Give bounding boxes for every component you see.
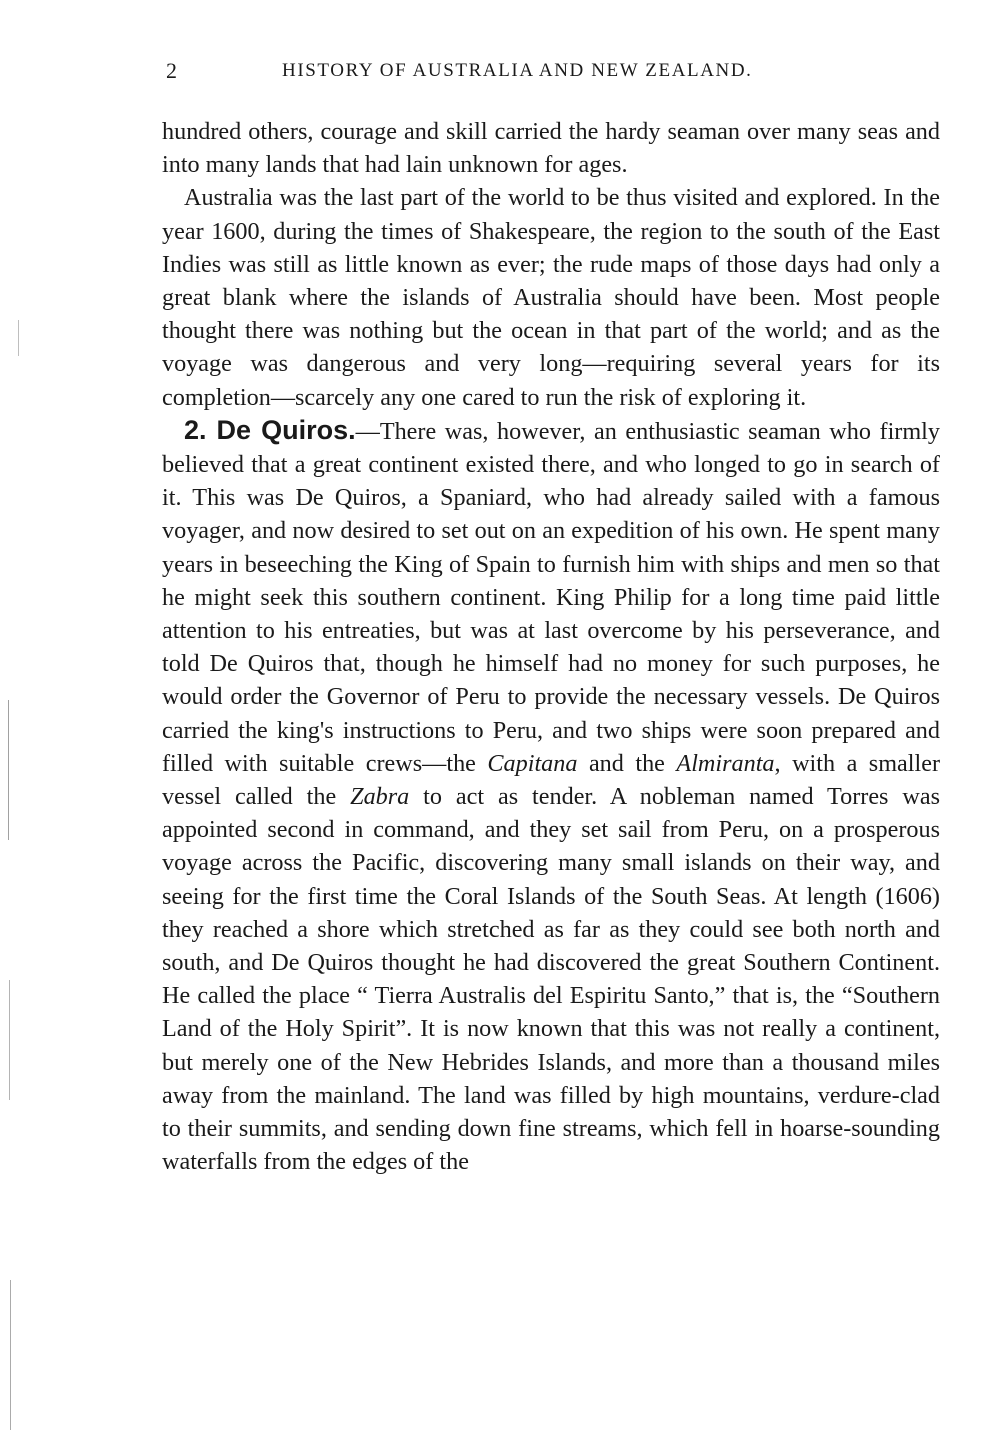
section-text-a: There was, however, an enthusiastic seaman who firmly believed that a great continent existed there, and who longed to go in search of it. This was De Quiros, a Spaniard, who had already sailed with a famous voyager, and now desired to set out on an expedition of his own. He spent many years in beseeching the King of Spain to furnish him with ships and men so that he might seek this southern continent. King Philip for a long time paid little attention to his entreaties, but was at last overcome by his perseverance, and told De Quiros that, though he himself had no money for such purposes, he would order the Governor of Peru to provide the necessary vessels. De Quiros carried the king's instructions to Peru, and two ships were soon prepared and filled with suitable crews—the: [162, 417, 940, 777]
heading-dash: —: [355, 417, 380, 445]
page-number: 2: [166, 58, 177, 83]
paragraph-continuation: hundred others, courage and skill carried the hardy seaman over many seas and into many lands that had lain unknown for ages.: [162, 118, 940, 179]
section-heading: 2. De Quiros.: [184, 414, 356, 445]
ship-name-zabra: Zabra: [350, 783, 410, 811]
binding-mark: [9, 980, 10, 1100]
running-title: HISTORY OF AUSTRALIA AND NEW ZEALAND.: [282, 60, 753, 81]
running-head: [162, 58, 940, 88]
section-text-b: and the: [577, 749, 677, 777]
binding-mark: [8, 700, 9, 840]
ship-name-almiranta: Almiranta: [676, 749, 775, 777]
section-text-c: , with a smaller vessel called the: [162, 749, 940, 811]
paragraph-australia: Australia was the last part of the world to be thus visited and explored. In the year 1600, during the times of Shakespeare, the region to the south of the East Indies was still as little known as ever; the rude maps of those days had only a great blank where the islands of Australia should have been. Most people thought there was nothing but the ocean in that part of the world; and as the voyage was dangerous and very long—requiring several years for its completion—scarcely any one cared to run the risk of exploring it.: [162, 184, 940, 411]
body-text: [162, 115, 940, 1179]
paragraph-de-quiros: [162, 414, 940, 1179]
section-text-d: to act as tender. A nobleman named Torres was appointed second in command, and they set sail from Peru, on a prosperous voyage across the Pacific, discovering many small islands on their way, and seeing for the first time the Coral Islands of the South Seas. At length (1606) they reached a shore which stretched as far as they could see both north and south, and De Quiros thought he had discovered the great Southern Continent. He called the place “ Tierra Australis del Espiritu Santo,” that is, the “Southern Land of the Holy Spirit”. It is now known that this was not really a continent, but merely one of the New Hebrides Islands, and more than a thousand miles away from the mainland. The land was filled by high mountains, verdure-clad to their summits, and sending down fine streams, which fell in hoarse-sounding waterfalls from the edges of the: [162, 783, 940, 1176]
ship-name-capitana: Capitana: [487, 749, 578, 777]
binding-mark: [10, 1280, 11, 1430]
binding-mark: [18, 320, 19, 356]
